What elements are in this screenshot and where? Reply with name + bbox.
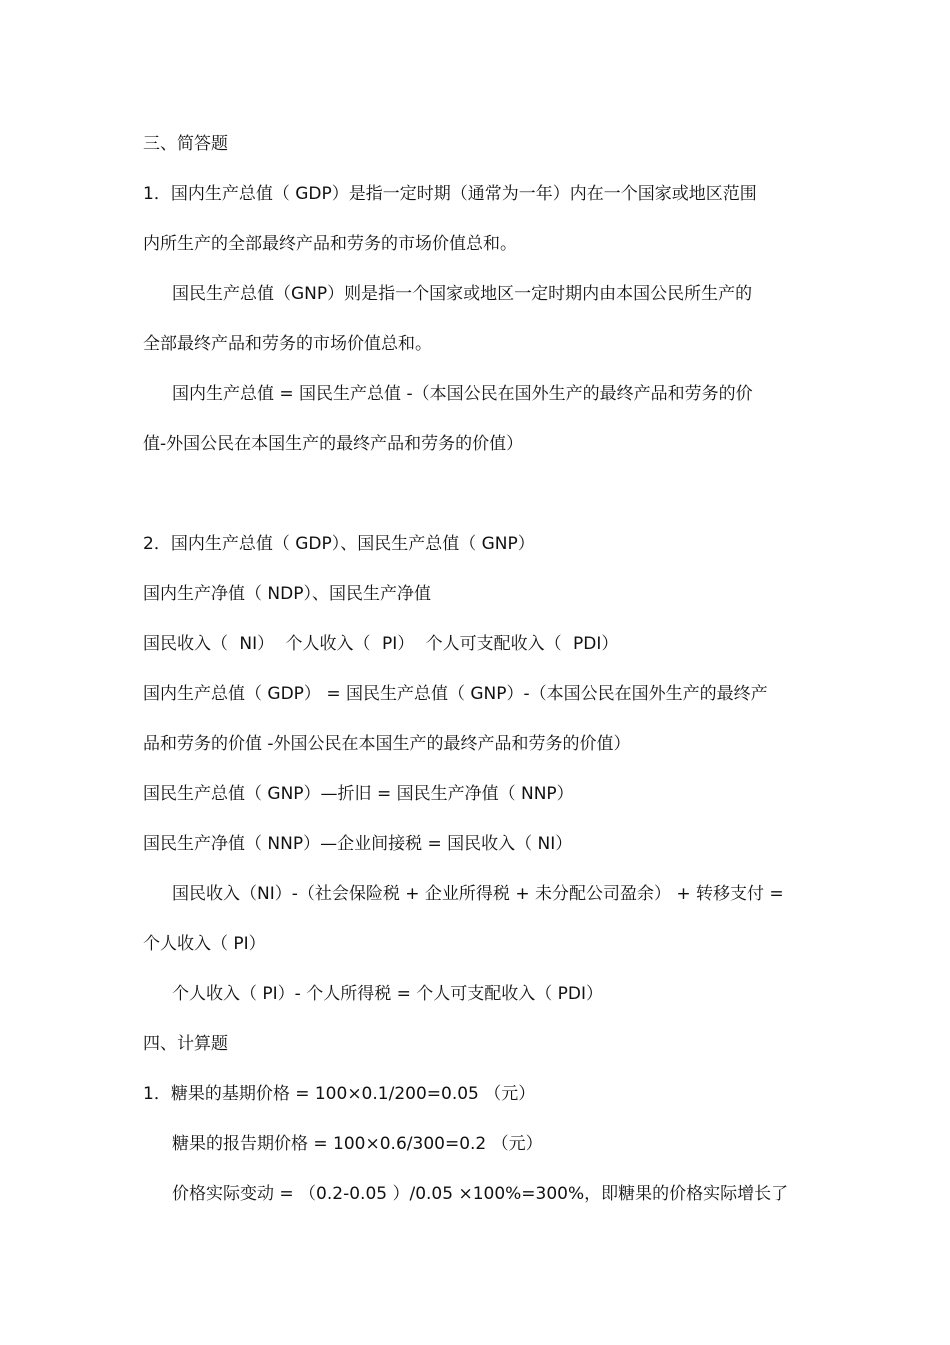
formula-line: 个人收入（ PI）- 个人所得税 = 个人可支配收入（ PDI） (172, 984, 604, 1004)
paragraph-line: 1．国内生产总值（ GDP）是指一定时期（通常为一年）内在一个国家或地区范围 (143, 184, 757, 204)
formula-line: 国民收入（NI）-（社会保险税 + 企业所得税 + 未分配公司盈余） + 转移支付 = (172, 884, 784, 904)
formula-line: 国内生产总值 = 国民生产总值 -（本国公民在国外生产的最终产品和劳务的价 (172, 384, 753, 404)
paragraph-line: 国内生产净值（ NDP）、国民生产净值 (143, 584, 431, 604)
formula-line: 品和劳务的价值 -外国公民在本国生产的最终产品和劳务的价值） (143, 734, 631, 754)
formula-line: 个人收入（ PI） (143, 934, 266, 954)
calculation-line: 1．糖果的基期价格 = 100×0.1/200=0.05 （元） (143, 1084, 536, 1104)
calculation-line: 价格实际变动 = （0.2-0.05 ）/0.05 ×100%=300%，即糖果的价格实际增长了 (172, 1184, 789, 1204)
section-heading-calculation: 四、计算题 (143, 1034, 228, 1054)
paragraph-line: 国民收入（ NI） 个人收入（ PI） 个人可支配收入（ PDI） (143, 634, 619, 654)
paragraph-line: 全部最终产品和劳务的市场价值总和。 (143, 334, 432, 354)
calculation-line: 糖果的报告期价格 = 100×0.6/300=0.2 （元） (172, 1134, 543, 1154)
section-heading-short-answer: 三、简答题 (143, 134, 228, 154)
paragraph-line: 内所生产的全部最终产品和劳务的市场价值总和。 (143, 234, 517, 254)
paragraph-line: 国民生产总值（GNP）则是指一个国家或地区一定时期内由本国公民所生产的 (172, 284, 753, 304)
formula-line: 值-外国公民在本国生产的最终产品和劳务的价值） (143, 434, 524, 454)
formula-line: 国民生产总值（ GNP）—折旧 = 国民生产净值（ NNP） (143, 784, 574, 804)
formula-line: 国内生产总值（ GDP） = 国民生产总值（ GNP）-（本国公民在国外生产的最终产 (143, 684, 768, 704)
paragraph-line: 2．国内生产总值（ GDP）、国民生产总值（ GNP） (143, 534, 535, 554)
formula-line: 国民生产净值（ NNP）—企业间接税 = 国民收入（ NI） (143, 834, 573, 854)
